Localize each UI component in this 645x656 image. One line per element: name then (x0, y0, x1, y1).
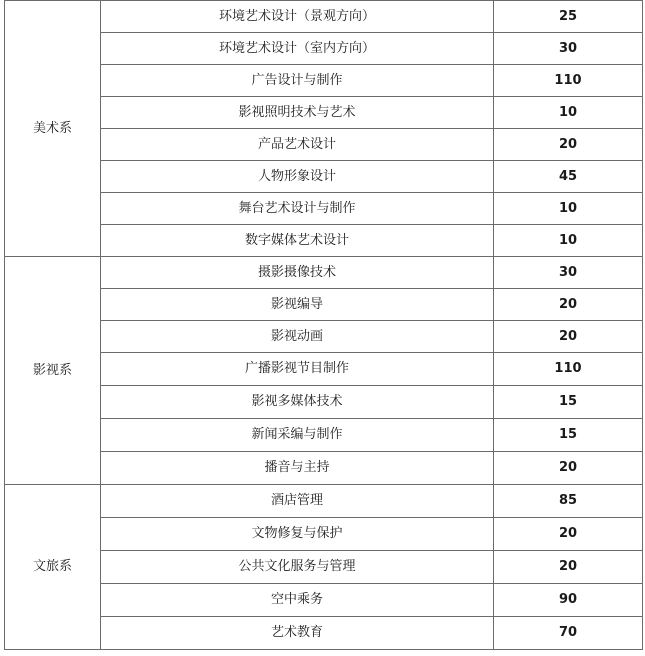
count-cell: 20 (494, 129, 643, 161)
count-cell: 30 (494, 257, 643, 289)
count-cell: 15 (494, 386, 643, 419)
major-cell: 影视动画 (101, 321, 494, 353)
table-row (5, 225, 643, 257)
count-cell: 10 (494, 225, 643, 257)
major-cell: 影视编导 (101, 289, 494, 321)
table-row (5, 584, 643, 617)
major-cell: 舞台艺术设计与制作 (101, 193, 494, 225)
major-cell: 文物修复与保护 (101, 518, 494, 551)
count-cell: 20 (494, 452, 643, 485)
table-row (5, 33, 643, 65)
table-row (5, 452, 643, 485)
table-row (5, 1, 643, 33)
table-row (5, 518, 643, 551)
major-cell: 播音与主持 (101, 452, 494, 485)
major-cell: 环境艺术设计（景观方向） (101, 1, 494, 33)
count-cell: 45 (494, 161, 643, 193)
count-cell: 90 (494, 584, 643, 617)
major-cell: 摄影摄像技术 (101, 257, 494, 289)
table-row (5, 65, 643, 97)
enrollment-table (4, 0, 643, 650)
table-row (5, 617, 643, 650)
count-cell: 30 (494, 33, 643, 65)
table-row (5, 321, 643, 353)
count-cell: 110 (494, 65, 643, 97)
count-cell: 110 (494, 353, 643, 386)
table-row (5, 386, 643, 419)
major-cell: 环境艺术设计（室内方向） (101, 33, 494, 65)
major-cell: 产品艺术设计 (101, 129, 494, 161)
table-row (5, 485, 643, 518)
count-cell: 10 (494, 97, 643, 129)
major-cell: 人物形象设计 (101, 161, 494, 193)
table-row (5, 97, 643, 129)
count-cell: 15 (494, 419, 643, 452)
table-row (5, 551, 643, 584)
department-cell: 影视系 (5, 257, 101, 485)
major-cell: 数字媒体艺术设计 (101, 225, 494, 257)
major-cell: 广告设计与制作 (101, 65, 494, 97)
major-cell: 新闻采编与制作 (101, 419, 494, 452)
count-cell: 70 (494, 617, 643, 650)
major-cell: 广播影视节目制作 (101, 353, 494, 386)
major-cell: 空中乘务 (101, 584, 494, 617)
major-cell: 公共文化服务与管理 (101, 551, 494, 584)
count-cell: 85 (494, 485, 643, 518)
department-cell: 文旅系 (5, 485, 101, 650)
count-cell: 25 (494, 1, 643, 33)
count-cell: 20 (494, 289, 643, 321)
count-cell: 10 (494, 193, 643, 225)
major-cell: 影视照明技术与艺术 (101, 97, 494, 129)
count-cell: 20 (494, 518, 643, 551)
table-row (5, 257, 643, 289)
major-cell: 艺术教育 (101, 617, 494, 650)
major-cell: 影视多媒体技术 (101, 386, 494, 419)
count-cell: 20 (494, 321, 643, 353)
table-row (5, 353, 643, 386)
table-row (5, 289, 643, 321)
table-row (5, 161, 643, 193)
table-row (5, 129, 643, 161)
table-row (5, 419, 643, 452)
table-row (5, 193, 643, 225)
major-cell: 酒店管理 (101, 485, 494, 518)
department-cell: 美术系 (5, 1, 101, 257)
count-cell: 20 (494, 551, 643, 584)
